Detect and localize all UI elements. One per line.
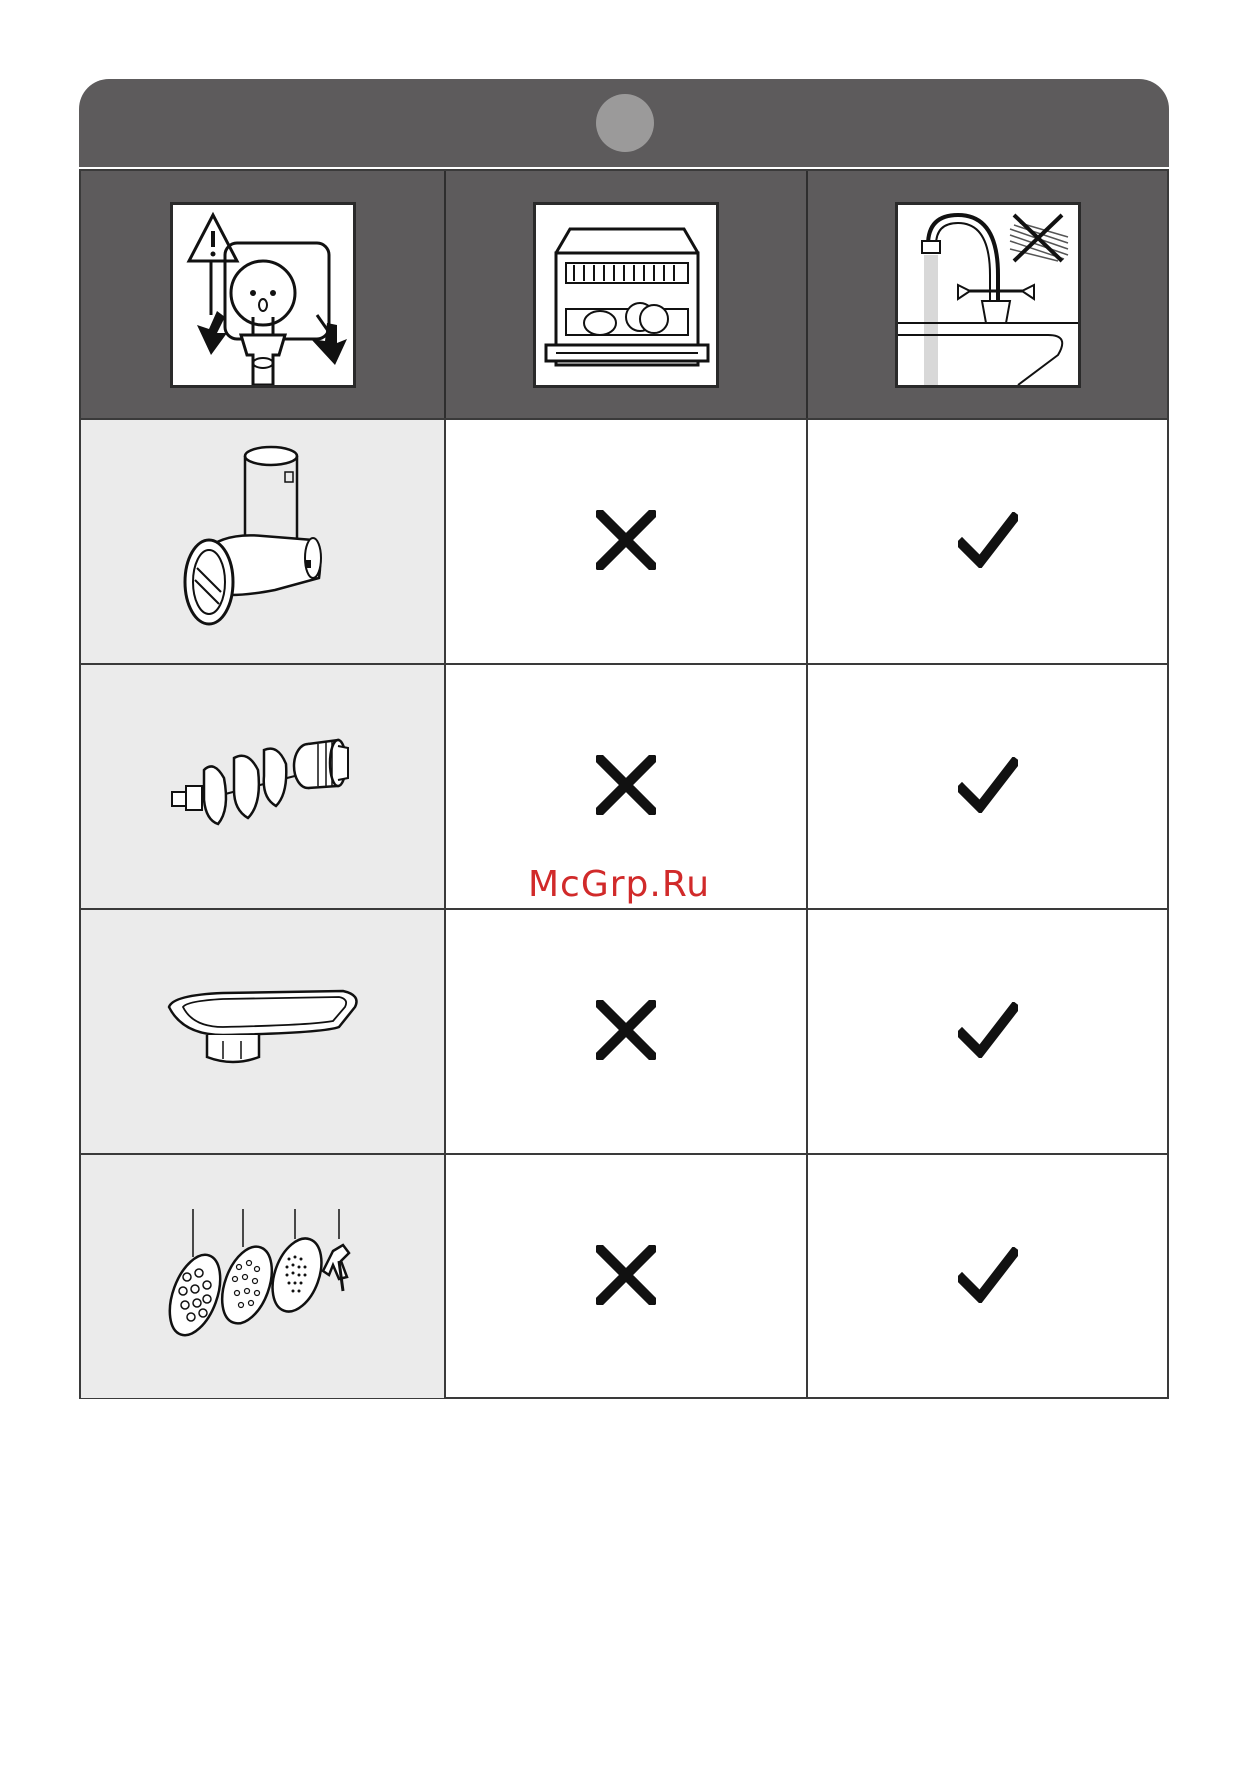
handwash-cell xyxy=(806,910,1167,1153)
check-icon xyxy=(958,757,1018,817)
banner-circle xyxy=(596,94,654,152)
cross-icon xyxy=(596,510,656,574)
header-cell-handwash xyxy=(806,171,1167,418)
cross-icon xyxy=(596,1000,656,1064)
dishwasher-cell xyxy=(444,910,806,1153)
part-cell-discs xyxy=(81,1155,444,1398)
table-banner xyxy=(79,79,1169,167)
header-row xyxy=(81,171,1167,418)
feeding-tray-icon xyxy=(163,985,363,1079)
dishwasher-cell xyxy=(444,420,806,663)
watermark-text: McGrp.Ru xyxy=(528,864,711,905)
cross-icon xyxy=(596,1245,656,1309)
dishwasher-icon xyxy=(533,202,719,388)
handwash-cell xyxy=(806,665,1167,908)
check-icon xyxy=(958,1247,1018,1307)
running-water-no-scrub-icon xyxy=(895,202,1081,388)
table-row xyxy=(81,418,1167,663)
header-cell-unplug xyxy=(81,171,444,418)
cleaning-table xyxy=(79,169,1169,1399)
table-row xyxy=(81,908,1167,1153)
check-icon xyxy=(958,1002,1018,1062)
part-cell-mincer-body xyxy=(81,420,444,663)
cross-icon xyxy=(596,755,656,819)
unplug-warning-icon xyxy=(170,202,356,388)
part-cell-tray xyxy=(81,910,444,1153)
dishwasher-cell xyxy=(444,1155,806,1398)
grinding-discs-and-blade-icon xyxy=(163,1205,363,1349)
mincer-body-icon xyxy=(163,440,363,644)
check-icon xyxy=(958,512,1018,572)
handwash-cell xyxy=(806,420,1167,663)
handwash-cell xyxy=(806,1155,1167,1398)
part-cell-auger xyxy=(81,665,444,908)
auger-screw-icon xyxy=(168,730,358,844)
table-row xyxy=(81,1153,1167,1398)
header-cell-dishwasher xyxy=(444,171,806,418)
